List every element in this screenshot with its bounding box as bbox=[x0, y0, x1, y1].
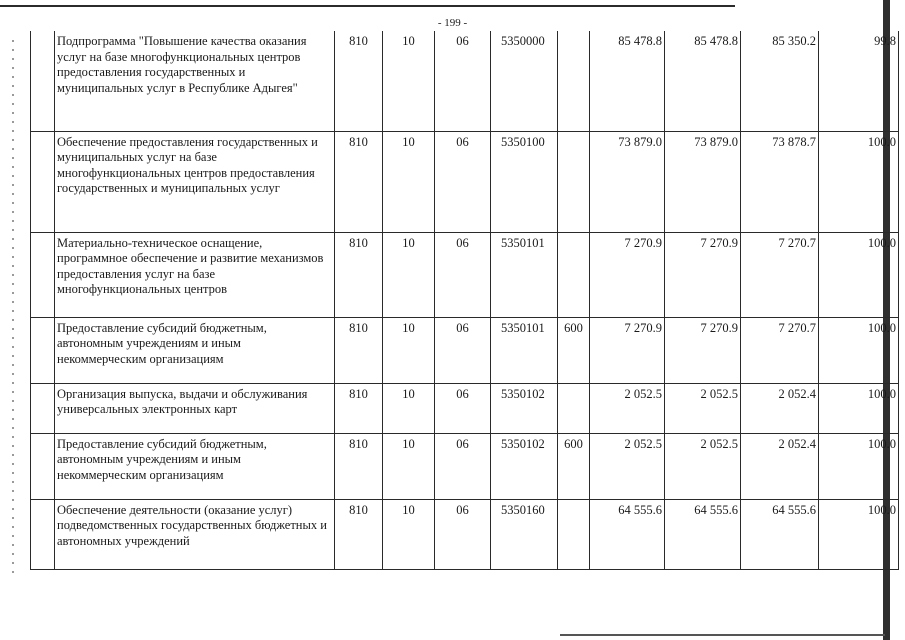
ved-cell: 810 bbox=[335, 232, 383, 317]
rz-cell: 10 bbox=[383, 232, 435, 317]
percent-cell: 100.0 bbox=[819, 499, 899, 569]
refined-cell: 85 478.8 bbox=[665, 31, 741, 131]
refined-cell: 73 879.0 bbox=[665, 131, 741, 232]
refined-cell: 2 052.5 bbox=[665, 383, 741, 433]
name-cell: Предоставление субсидий бюджетным, автономным учреждениям и иным некоммерческим организациям bbox=[55, 317, 335, 383]
ved-cell: 810 bbox=[335, 317, 383, 383]
csr-cell: 5350160 bbox=[491, 499, 558, 569]
csr-cell: 5350000 bbox=[491, 31, 558, 131]
executed-cell: 85 350.2 bbox=[741, 31, 819, 131]
percent-cell: 100.0 bbox=[819, 383, 899, 433]
csr-cell: 5350102 bbox=[491, 383, 558, 433]
table-row bbox=[31, 433, 899, 499]
row-number-cell bbox=[31, 317, 55, 383]
table-row bbox=[31, 317, 899, 383]
csr-cell: 5350101 bbox=[491, 317, 558, 383]
rz-cell: 10 bbox=[383, 131, 435, 232]
ved-cell: 810 bbox=[335, 131, 383, 232]
refined-cell: 64 555.6 bbox=[665, 499, 741, 569]
rz-cell: 10 bbox=[383, 383, 435, 433]
pr-cell: 06 bbox=[435, 131, 491, 232]
row-number-cell bbox=[31, 433, 55, 499]
ved-cell: 810 bbox=[335, 383, 383, 433]
row-number-cell bbox=[31, 31, 55, 131]
plan-cell: 2 052.5 bbox=[590, 433, 665, 499]
plan-cell: 7 270.9 bbox=[590, 232, 665, 317]
vr-cell bbox=[558, 499, 590, 569]
csr-cell: 5350100 bbox=[491, 131, 558, 232]
executed-cell: 73 878.7 bbox=[741, 131, 819, 232]
row-number-cell bbox=[31, 383, 55, 433]
table-body bbox=[31, 31, 899, 569]
percent-cell: 100.0 bbox=[819, 433, 899, 499]
pr-cell: 06 bbox=[435, 232, 491, 317]
pr-cell: 06 bbox=[435, 433, 491, 499]
scan-bottom-line bbox=[560, 634, 885, 636]
percent-cell: 99.8 bbox=[819, 31, 899, 131]
name-cell: Обеспечение предоставления государственных и муниципальных услуг на базе многофункциональных центров предоставления государственных и муниципальных услуг bbox=[55, 131, 335, 232]
rz-cell: 10 bbox=[383, 317, 435, 383]
scan-top-line bbox=[0, 5, 735, 7]
vr-cell bbox=[558, 232, 590, 317]
table-row bbox=[31, 232, 899, 317]
vr-cell bbox=[558, 383, 590, 433]
ved-cell: 810 bbox=[335, 31, 383, 131]
pr-cell: 06 bbox=[435, 383, 491, 433]
percent-cell: 100.0 bbox=[819, 131, 899, 232]
rz-cell: 10 bbox=[383, 433, 435, 499]
name-cell: Материально-техническое оснащение, программное обеспечение и развитие механизмов предоставления услуг на базе многофункциональных центров bbox=[55, 232, 335, 317]
percent-cell: 100.0 bbox=[819, 317, 899, 383]
table-row bbox=[31, 499, 899, 569]
executed-cell: 7 270.7 bbox=[741, 232, 819, 317]
plan-cell: 73 879.0 bbox=[590, 131, 665, 232]
pr-cell: 06 bbox=[435, 499, 491, 569]
name-cell: Предоставление субсидий бюджетным, автономным учреждениям и иным некоммерческим организациям bbox=[55, 433, 335, 499]
vr-cell: 600 bbox=[558, 317, 590, 383]
table-row bbox=[31, 131, 899, 232]
csr-cell: 5350102 bbox=[491, 433, 558, 499]
page-number: - 199 - bbox=[437, 17, 468, 29]
executed-cell: 64 555.6 bbox=[741, 499, 819, 569]
rz-cell: 10 bbox=[383, 31, 435, 131]
name-cell: Обеспечение деятельности (оказание услуг) подведомственных государственных бюджетных и автономных учреждений bbox=[55, 499, 335, 569]
refined-cell: 7 270.9 bbox=[665, 317, 741, 383]
plan-cell: 64 555.6 bbox=[590, 499, 665, 569]
row-number-cell bbox=[31, 232, 55, 317]
ved-cell: 810 bbox=[335, 433, 383, 499]
percent-cell: 100.0 bbox=[819, 232, 899, 317]
executed-cell: 2 052.4 bbox=[741, 383, 819, 433]
executed-cell: 7 270.7 bbox=[741, 317, 819, 383]
pr-cell: 06 bbox=[435, 317, 491, 383]
refined-cell: 7 270.9 bbox=[665, 232, 741, 317]
row-number-cell bbox=[31, 499, 55, 569]
plan-cell: 2 052.5 bbox=[590, 383, 665, 433]
plan-cell: 85 478.8 bbox=[590, 31, 665, 131]
csr-cell: 5350101 bbox=[491, 232, 558, 317]
scan-left-margin-marks bbox=[12, 40, 14, 580]
vr-cell: 600 bbox=[558, 433, 590, 499]
budget-table bbox=[30, 31, 899, 570]
pr-cell: 06 bbox=[435, 31, 491, 131]
refined-cell: 2 052.5 bbox=[665, 433, 741, 499]
plan-cell: 7 270.9 bbox=[590, 317, 665, 383]
vr-cell bbox=[558, 131, 590, 232]
row-number-cell bbox=[31, 131, 55, 232]
executed-cell: 2 052.4 bbox=[741, 433, 819, 499]
name-cell: Организация выпуска, выдачи и обслуживания универсальных электронных карт bbox=[55, 383, 335, 433]
table-row bbox=[31, 383, 899, 433]
table-row bbox=[31, 31, 899, 131]
name-cell: Подпрограмма "Повышение качества оказания услуг на базе многофункциональных центров предоставления государственных и муниципальных услуг в Республике Адыгея" bbox=[55, 31, 335, 131]
vr-cell bbox=[558, 31, 590, 131]
rz-cell: 10 bbox=[383, 499, 435, 569]
ved-cell: 810 bbox=[335, 499, 383, 569]
